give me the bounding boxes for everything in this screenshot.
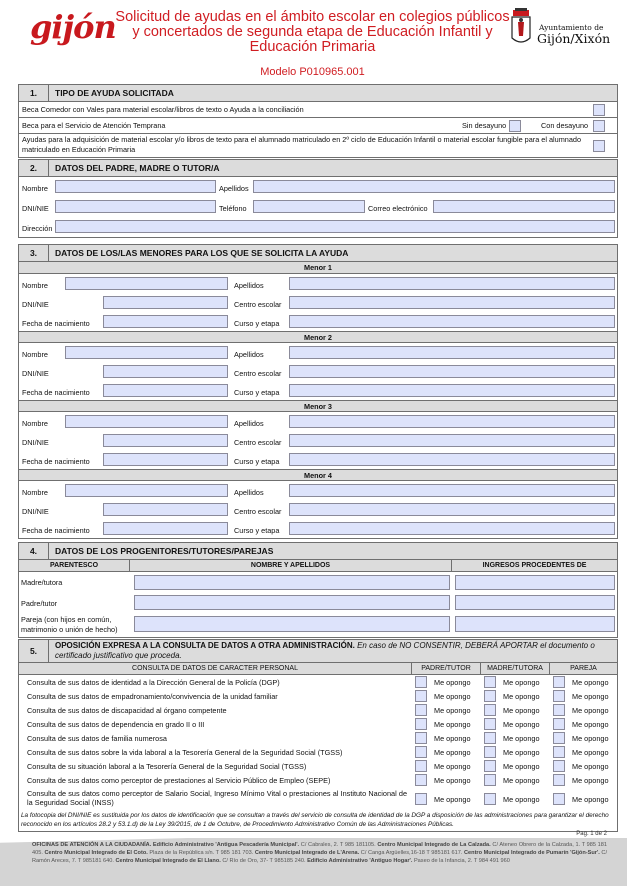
section-title: TIPO DE AYUDA SOLICITADA	[55, 88, 174, 98]
menor-3-nombre-input[interactable]	[65, 415, 228, 428]
col-parentesco: PARENTESCO	[19, 560, 130, 571]
ayuda-row-atencion-temprana	[19, 118, 617, 134]
menor-1-centro-input[interactable]	[289, 296, 615, 309]
opt-label: Me opongo	[572, 692, 609, 701]
office-address: C/ Río de Oro, 37- T 985185 240.	[220, 858, 308, 864]
menor-1-curso-input[interactable]	[289, 315, 615, 328]
consulta-label: Consulta de su situación laboral a la Tesorería General de la Seguridad Social (TGSS)	[27, 762, 307, 771]
padre-direccion-input[interactable]	[55, 220, 615, 233]
pareja-opongo-checkbox[interactable]	[553, 760, 565, 772]
apellidos-label: Apellidos	[219, 184, 249, 193]
consulta-row	[19, 760, 617, 773]
madre-opongo-checkbox[interactable]	[484, 774, 496, 786]
curso-label: Curso y etapa	[234, 319, 280, 328]
parentesco-label: Madre/tutora	[21, 578, 63, 587]
padre-opongo-checkbox[interactable]	[415, 793, 427, 805]
section-header	[19, 543, 617, 560]
sin-desayuno-checkbox[interactable]	[509, 120, 521, 132]
consulta-row	[19, 790, 617, 810]
menor-4-apellidos-input[interactable]	[289, 484, 615, 497]
opt-label: Me opongo	[572, 776, 609, 785]
section-title: DATOS DEL PADRE, MADRE O TUTOR/A	[55, 163, 220, 173]
consulta-row	[19, 718, 617, 731]
padre-opongo-checkbox[interactable]	[415, 760, 427, 772]
opt-label: Me opongo	[572, 720, 609, 729]
menor-3-fields	[19, 412, 617, 469]
section-datos-padre	[18, 159, 618, 238]
madre-opongo-checkbox[interactable]	[484, 793, 496, 805]
madre-opongo-checkbox[interactable]	[484, 760, 496, 772]
opt-label: Me opongo	[503, 678, 540, 687]
menor-1-apellidos-input[interactable]	[289, 277, 615, 290]
padre-opongo-checkbox[interactable]	[415, 676, 427, 688]
dni-label: DNI/NIE	[22, 369, 49, 378]
footer	[0, 838, 627, 886]
opt-label: Me opongo	[572, 762, 609, 771]
con-desayuno-checkbox[interactable]	[593, 120, 605, 132]
col-madre-tutora: MADRE/TUTORA	[481, 663, 550, 674]
section-title	[49, 640, 614, 662]
office-address: C/ Ramón Areces, 7. T 985181 640.	[32, 850, 608, 864]
opt-label: Me opongo	[572, 706, 609, 715]
menor-4-curso-input[interactable]	[289, 522, 615, 535]
consulta-rows	[19, 675, 617, 810]
menor-3-centro-input[interactable]	[289, 434, 615, 447]
office-address: C/ Cabrales, 2. T 985 181105.	[299, 842, 378, 848]
pareja-opongo-checkbox[interactable]	[553, 676, 565, 688]
office-address: C/ Canga Argüelles,16-18 T 985181 617.	[359, 850, 464, 856]
apellidos-label: Apellidos	[234, 419, 264, 428]
telefono-label: Teléfono	[219, 204, 247, 213]
page-number: Pag. 1 de 2	[576, 831, 607, 837]
padre-apellidos-input[interactable]	[253, 180, 615, 193]
padre-nombre-input[interactable]	[134, 595, 450, 610]
opt-label: Me opongo	[434, 762, 471, 771]
padre-opongo-checkbox[interactable]	[415, 690, 427, 702]
office-address: Paseo de la Infancia, 2. T 984 491 960	[412, 858, 510, 864]
menor-1-fecha-input[interactable]	[103, 315, 228, 328]
menor-2-curso-input[interactable]	[289, 384, 615, 397]
opt-label: Me opongo	[503, 706, 540, 715]
ayuda-row-comedor	[19, 102, 617, 118]
centro-label: Centro escolar	[234, 507, 282, 516]
madre-opongo-checkbox[interactable]	[484, 690, 496, 702]
consulta-row	[19, 774, 617, 787]
opt-label: Me opongo	[434, 776, 471, 785]
opt-label: Me opongo	[503, 762, 540, 771]
office-name: Centro Municipal Integrado de Pumarín 'Gijón-Sur'.	[464, 850, 600, 856]
dni-label: DNI/NIE	[22, 507, 49, 516]
padre-telefono-input[interactable]	[253, 200, 365, 213]
opt-label: Me opongo	[434, 692, 471, 701]
opt-label: Me opongo	[572, 748, 609, 757]
section-header	[19, 85, 617, 102]
section-header	[19, 160, 617, 177]
consulta-row	[19, 704, 617, 717]
ayuntamiento-name: Gijón/Xixón	[537, 31, 611, 46]
fecha-label: Fecha de nacimiento	[22, 319, 90, 328]
menor-4-fecha-input[interactable]	[103, 522, 228, 535]
section-header	[19, 640, 617, 663]
menor-3-fecha-input[interactable]	[103, 453, 228, 466]
consulta-row	[19, 690, 617, 703]
opt-label: Me opongo	[503, 795, 540, 804]
consulta-table-header	[19, 663, 617, 675]
office-name: Centro Municipal Integrado de L'Arena.	[254, 850, 360, 856]
menor-2-centro-input[interactable]	[289, 365, 615, 378]
fecha-label: Fecha de nacimiento	[22, 457, 90, 466]
footer-offices	[32, 841, 607, 865]
opt-label: Me opongo	[503, 776, 540, 785]
opt-label: Me opongo	[503, 748, 540, 757]
menor-1-dni-input[interactable]	[103, 296, 228, 309]
opt-label: Me opongo	[434, 706, 471, 715]
menor-2-fields	[19, 343, 617, 400]
col-ingresos: INGRESOS PROCEDENTES DE	[482, 562, 587, 569]
section-number: 1.	[19, 85, 49, 101]
padre-opongo-checkbox[interactable]	[415, 732, 427, 744]
consulta-label: Consulta de sus datos como perceptor de prestaciones al Servicio Público de Empleo (SEPE)	[27, 776, 331, 785]
section-number: 3.	[19, 245, 49, 261]
padre-opongo-checkbox[interactable]	[415, 774, 427, 786]
menor-1-header: Menor 1	[19, 262, 617, 274]
padre-nombre-input[interactable]	[55, 180, 216, 193]
dni-note: La fotocopia del DNI/NIE es sustituida por los datos de identificación que se consultan a través del servicio de consulta de identidad de la DGP a disposición de las administraciones para garantizar el derecho reconocido en los artículos 28.2 y 53.1.d) de la Ley 39/2015, de 1 de Octubre, de Procedimiento Administrativo Común de las Administraciones Públicas.	[21, 812, 609, 828]
section-title: DATOS DE LOS PROGENITORES/TUTORES/PAREJAS	[55, 546, 274, 556]
progenitor-row-madre	[19, 572, 617, 592]
fecha-label: Fecha de nacimiento	[22, 388, 90, 397]
madre-opongo-checkbox[interactable]	[484, 732, 496, 744]
section-number: 2.	[19, 160, 49, 176]
padre-dni-input[interactable]	[55, 200, 216, 213]
consulta-label: Consulta de sus datos de empadronamiento/convivencia de la unidad familiar	[27, 692, 278, 701]
ayuda-comedor-checkbox[interactable]	[593, 104, 605, 116]
pareja-opongo-checkbox[interactable]	[553, 746, 565, 758]
ayuntamiento-logo	[508, 8, 623, 48]
menor-2-nombre-input[interactable]	[65, 346, 228, 359]
opt-label: Me opongo	[434, 795, 471, 804]
padre-correo-input[interactable]	[433, 200, 615, 213]
padre-opongo-checkbox[interactable]	[415, 718, 427, 730]
consulta-row	[19, 676, 617, 689]
section-number: 4.	[19, 543, 49, 559]
dni-label: DNI/NIE	[22, 438, 49, 447]
menor-4-header: Menor 4	[19, 469, 617, 481]
progenitor-row-pareja	[19, 612, 617, 637]
nombre-label: Nombre	[22, 419, 48, 428]
ayuda-material-checkbox[interactable]	[593, 140, 605, 152]
opt-label: Me opongo	[572, 734, 609, 743]
padre-fields	[19, 177, 617, 237]
menor-2-dni-input[interactable]	[103, 365, 228, 378]
progenitor-row-padre	[19, 592, 617, 612]
section-datos-menores	[18, 244, 618, 539]
madre-nombre-input[interactable]	[134, 575, 450, 590]
pareja-opongo-checkbox[interactable]	[553, 793, 565, 805]
nombre-label: Nombre	[22, 184, 48, 193]
parentesco-label: Pareja (con hijos en común, matrimonio o unión de hecho)	[21, 615, 118, 634]
madre-ingresos-input[interactable]	[455, 575, 615, 590]
pareja-nombre-input[interactable]	[134, 616, 450, 632]
form-model-code: Modelo P010965.001	[260, 66, 365, 78]
menor-1-nombre-input[interactable]	[65, 277, 228, 290]
pareja-ingresos-input[interactable]	[455, 616, 615, 632]
section-header	[19, 245, 617, 262]
menor-3-dni-input[interactable]	[103, 434, 228, 447]
menor-2-header: Menor 2	[19, 331, 617, 343]
madre-opongo-checkbox[interactable]	[484, 718, 496, 730]
menor-3-curso-input[interactable]	[289, 453, 615, 466]
gijon-logo: gijón	[30, 8, 116, 46]
padre-opongo-checkbox[interactable]	[415, 746, 427, 758]
correo-label: Correo electrónico	[368, 204, 428, 213]
menor-1-fields	[19, 274, 617, 331]
nombre-label: Nombre	[22, 281, 48, 290]
consulta-label: Consulta de sus datos sobre la vida laboral a la Tesorería General de la Seguridad Social (TGSS)	[27, 748, 343, 757]
parentesco-label: Padre/tutor	[21, 599, 58, 608]
madre-opongo-checkbox[interactable]	[484, 746, 496, 758]
menor-4-dni-input[interactable]	[103, 503, 228, 516]
ayuda-comedor-label: Beca Comedor con Vales para material escolar/libros de texto o Ayuda a la conciliación	[22, 105, 304, 114]
col-pareja: PAREJA	[570, 665, 597, 672]
pareja-opongo-checkbox[interactable]	[553, 774, 565, 786]
col-nombre-apellidos: NOMBRE Y APELLIDOS	[130, 560, 452, 571]
office-name: Edificio Administrativo 'Antiguo Hogar'.	[307, 858, 413, 864]
menor-2-fecha-input[interactable]	[103, 384, 228, 397]
consulta-label: Consulta de sus datos de identidad a la Dirección General de la Policía (DGP)	[27, 678, 280, 687]
opt-label: Me opongo	[503, 720, 540, 729]
centro-label: Centro escolar	[234, 369, 282, 378]
centro-label: Centro escolar	[234, 438, 282, 447]
section-progenitores	[18, 542, 618, 638]
ayuda-material-label: Ayudas para la adquisición de material escolar y/o libros de texto para el alumnado matriculado en 2º ciclo de Educación Infantil o material escolar fungible para el alumnado matriculado en Educación Primaria	[22, 135, 582, 154]
dni-label: DNI/NIE	[22, 300, 49, 309]
sin-desayuno-label: Sin desayuno	[462, 121, 507, 130]
col-padre-tutor: PADRE/TUTOR	[412, 663, 481, 674]
menor-3-apellidos-input[interactable]	[289, 415, 615, 428]
office-name: Centro Municipal Integrado de La Calzada.	[377, 842, 491, 848]
office-name: Centro Municipal Integrado de El Llano.	[115, 858, 221, 864]
curso-label: Curso y etapa	[234, 388, 280, 397]
title-bold: OPOSICIÓN EXPRESA A LA CONSULTA DE DATOS A OTRA ADMINISTRACIÓN.	[55, 641, 355, 650]
opt-label: Me opongo	[434, 748, 471, 757]
direccion-label: Dirección	[22, 224, 53, 233]
apellidos-label: Apellidos	[234, 488, 264, 497]
office-address: Plaza de la República s/n. T 985 181 703.	[147, 850, 255, 856]
consulta-label: Consulta de sus datos de familia numerosa	[27, 734, 167, 743]
curso-label: Curso y etapa	[234, 526, 280, 535]
padre-ingresos-input[interactable]	[455, 595, 615, 610]
curso-label: Curso y etapa	[234, 457, 280, 466]
apellidos-label: Apellidos	[234, 281, 264, 290]
padre-opongo-checkbox[interactable]	[415, 704, 427, 716]
opt-label: Me opongo	[572, 678, 609, 687]
opt-label: Me opongo	[434, 678, 471, 687]
section-oposicion	[18, 639, 618, 832]
consulta-label: Consulta de sus datos de discapacidad al órgano competente	[27, 706, 227, 715]
fecha-label: Fecha de nacimiento	[22, 526, 90, 535]
opt-label: Me opongo	[434, 734, 471, 743]
menor-4-nombre-input[interactable]	[65, 484, 228, 497]
apellidos-label: Apellidos	[234, 350, 264, 359]
menor-3-header: Menor 3	[19, 400, 617, 412]
dni-label: DNI/NIE	[22, 204, 49, 213]
form-title: Solicitud de ayudas en el ámbito escolar en colegios públicos y concertados de segunda etapa de Educación Infantil y Educación Primaria	[115, 9, 510, 55]
madre-opongo-checkbox[interactable]	[484, 704, 496, 716]
section-title: DATOS DE LOS/LAS MENORES PARA LOS QUE SE SOLICITA LA AYUDA	[55, 248, 349, 258]
title-italic: En caso de NO CONSENTIR, DEBERÁ APORTAR el documento o certificado justificativo que proceda.	[55, 641, 595, 660]
crest-icon	[510, 8, 532, 46]
section-tipo-ayuda	[18, 84, 618, 158]
atencion-temprana-label: Beca para el Servicio de Atención Temprana	[22, 121, 166, 130]
office-name: Centro Municipal Integrado de El Coto.	[44, 850, 148, 856]
consulta-row	[19, 746, 617, 759]
consulta-label: Consulta de sus datos de dependencia en grado II o III	[27, 720, 205, 729]
menor-2-apellidos-input[interactable]	[289, 346, 615, 359]
opt-label: Me opongo	[503, 692, 540, 701]
pareja-opongo-checkbox[interactable]	[553, 690, 565, 702]
centro-label: Centro escolar	[234, 300, 282, 309]
progenitores-table-header	[19, 560, 617, 572]
ayuntamiento-label: Ayuntamiento de	[539, 23, 604, 32]
document-header	[0, 0, 627, 80]
section-number: 5.	[19, 640, 49, 662]
consulta-label: Consulta de sus datos como perceptor de Salario Social, Ingreso Mínimo Vital o prestaciones al Instituto Nacional de la Seguridad Social (INSS)	[27, 789, 407, 807]
menor-4-centro-input[interactable]	[289, 503, 615, 516]
opt-label: Me opongo	[503, 734, 540, 743]
con-desayuno-label: Con desayuno	[541, 121, 589, 130]
opt-label: Me opongo	[572, 795, 609, 804]
office-name: OFICINAS DE ATENCIÓN A LA CIUDADANÍA. Edificio Administrativo 'Antigua Pescadería Municipal'.	[32, 842, 300, 848]
opt-label: Me opongo	[434, 720, 471, 729]
office-address: C/ Ateneo Obrero de la Calzada, 1. T 985 181 405.	[32, 842, 608, 856]
pareja-opongo-checkbox[interactable]	[553, 732, 565, 744]
col-consulta: CONSULTA DE DATOS DE CARACTER PERSONAL	[19, 663, 412, 674]
pareja-opongo-checkbox[interactable]	[553, 704, 565, 716]
pareja-opongo-checkbox[interactable]	[553, 718, 565, 730]
nombre-label: Nombre	[22, 350, 48, 359]
nombre-label: Nombre	[22, 488, 48, 497]
menor-4-fields	[19, 481, 617, 538]
consulta-row	[19, 732, 617, 745]
ayuda-row-material	[19, 134, 617, 157]
madre-opongo-checkbox[interactable]	[484, 676, 496, 688]
